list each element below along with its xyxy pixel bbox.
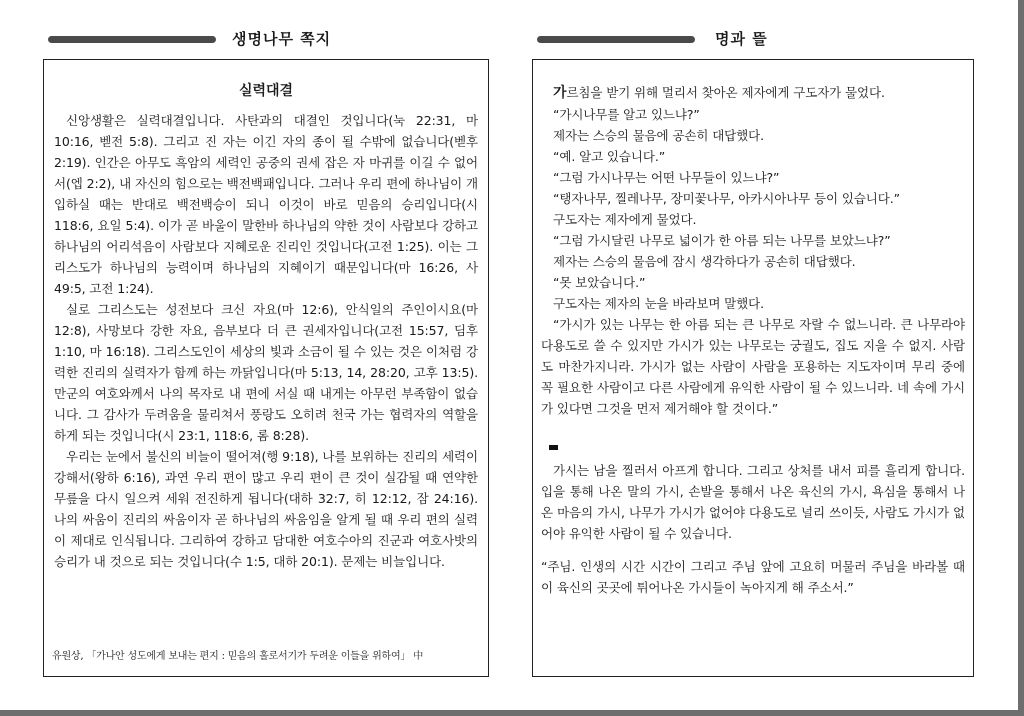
story-line-9: 제자는 스승의 물음에 잠시 생각하다가 공손히 대답했다. <box>553 254 856 269</box>
article-title: 실력대결 <box>238 83 294 99</box>
prayer-paragraph: “주님. 인생의 시간 시간이 그리고 주님 앞에 고요히 머물러 주님을 바라볼 때 이 육신의 곳곳에 튀어나온 가시들이 녹아지게 해 주소서.” <box>541 559 965 595</box>
article-source: 유원상, 「가나안 성도에게 보내는 편지 : 믿음의 홀로서기가 두려운 이들을 위하여」 中 <box>52 651 424 662</box>
left-article-box <box>43 59 489 677</box>
section-marker <box>549 445 558 450</box>
story-line-7: 구도자는 제자에게 물었다. <box>553 212 697 227</box>
left-header <box>48 28 488 50</box>
story-line-4: “예. 알고 있습니다.” <box>553 149 666 164</box>
right-header-bar <box>537 36 695 43</box>
story-line-8: “그럼 가시달린 나무로 넓이가 한 아름 되는 나무를 보았느냐?” <box>553 233 891 248</box>
right-header <box>537 28 977 50</box>
story-line-1: 가르침을 받기 위해 멀리서 찾아온 제자에게 구도자가 물었다. <box>553 85 885 101</box>
story-line-5: “그럼 가시나무는 어떤 나무들이 있느냐?” <box>553 170 780 185</box>
story-line-6: “탱자나무, 찔레나무, 장미꽃나무, 아카시아나무 등이 있습니다.” <box>553 191 900 206</box>
article-paragraph-1: 신앙생활은 실력대결입니다. 사탄과의 대결인 것입니다(눅 22:31, 마 10:16, 벧전 5:8). 그리고 진 자는 이긴 자의 종이 될 수밖에 없습니다(벧후 2:19). 인간은 아무도 흑암의 세력인 공중의 권세 잡은 자 마귀를 이길 수 없어서(엡 2:2), 내 자신의 힘으로는 백전백패입니다. 그러나 우리 편에 하나님이 개입하실 때는 반대로 백전백승이 되니 이것이 바로 믿음의 승리입니다(시 118:6, 요일 5:4). 이가 곧 바울이 말한바 하나님의 약한 것이 사람보다 강하고 하나님의 어리석음이 사람보다 지혜로운 진리인 것입니다(고전 1:25). 이는 그리스도가 하나님의 능력이며 하나님의 지혜이기 때문입니다(마 16:26, 사 49:5, 고전 1:24). <box>54 113 478 296</box>
reflection-paragraph: 가시는 남을 찔러서 아프게 합니다. 그리고 상처를 내서 피를 흘리게 합니다. 입을 통해 나온 말의 가시, 손발을 통해서 나온 육신의 가시, 욕심을 통해서 나온 마음의 가시, 나무가 가시가 없어야 다용도로 널리 쓰이듯, 사람도 가시가 없어야 유익한 사람이 될 수 있습니다. <box>541 463 965 541</box>
left-header-title: 생명나무 쪽지 <box>232 30 332 48</box>
story-line-10: “못 보았습니다.” <box>553 275 646 290</box>
story-line-3: 제자는 스승의 물음에 공손히 대답했다. <box>553 128 764 143</box>
article-paragraph-3: 우리는 눈에서 불신의 비늘이 떨어져(행 9:18), 나를 보위하는 진리의 세력이 강해서(왕하 6:16), 과연 우리 편이 많고 우리 편이 큰 것이 실감될 때 연약한 무릎을 다시 일으켜 세워 전진하게 됩니다(대하 32:7, 히 12:12, 잠 24:16). 나의 싸움이 진리의 싸움이자 곧 하나님의 싸움임을 알게 될 때 우리 편의 실력이 제대로 인식됩니다. 그리하여 강하고 담대한 여호수아의 진군과 여호사밧의 승리가 내 것으로 되는 것입니다(수 1:5, 대하 20:1). 문제는 비늘입니다. <box>54 449 478 569</box>
right-story-box <box>532 59 974 677</box>
article-paragraph-2: 실로 그리스도는 성전보다 크신 자요(마 12:6), 안식일의 주인이시요(마 12:8), 사망보다 강한 자요, 음부보다 더 큰 권세자입니다(고전 15:57, 딤후 1:10, 마 16:18). 그리스도인이 세상의 빛과 소금이 될 수 있는 것은 이처럼 강력한 진리의 실력자가 함께 하는 까닭입니다(마 5:13, 14, 28:20, 고후 13:5). 만군의 여호와께서 나의 목자로 내 편에 서실 때 내게는 아무런 부족함이 없습니다. 그 감사가 두려움을 물리쳐서 풍랑도 오히려 천국 가는 협력자의 역할을 하게 되는 것입니다(시 23:1, 118:6, 롬 8:28). <box>54 302 478 443</box>
left-header-bar <box>48 36 216 43</box>
story-line-12: “가시가 있는 나무는 한 아름 되는 큰 나무로 자랄 수 없느니라. 큰 나무라야 다용도로 쓸 수 있지만 가시가 있는 나무로는 궁궐도, 집도 지을 수 없지. 사람도 마찬가지니라. 가시가 없는 사람이 사람을 포용하는 지도자이며 무리 중에 꼭 필요한 사람이고 다른 사람에게 유익한 사람이 될 수 있느니라. 네 속에 가시가 있다면 그것을 먼저 제거해야 할 것이다.” <box>541 317 965 416</box>
right-header-title: 명과 뜰 <box>715 30 768 48</box>
story-line-11: 구도자는 제자의 눈을 바라보며 말했다. <box>553 296 764 311</box>
story-line-2: “가시나무를 알고 있느냐?” <box>553 107 700 122</box>
